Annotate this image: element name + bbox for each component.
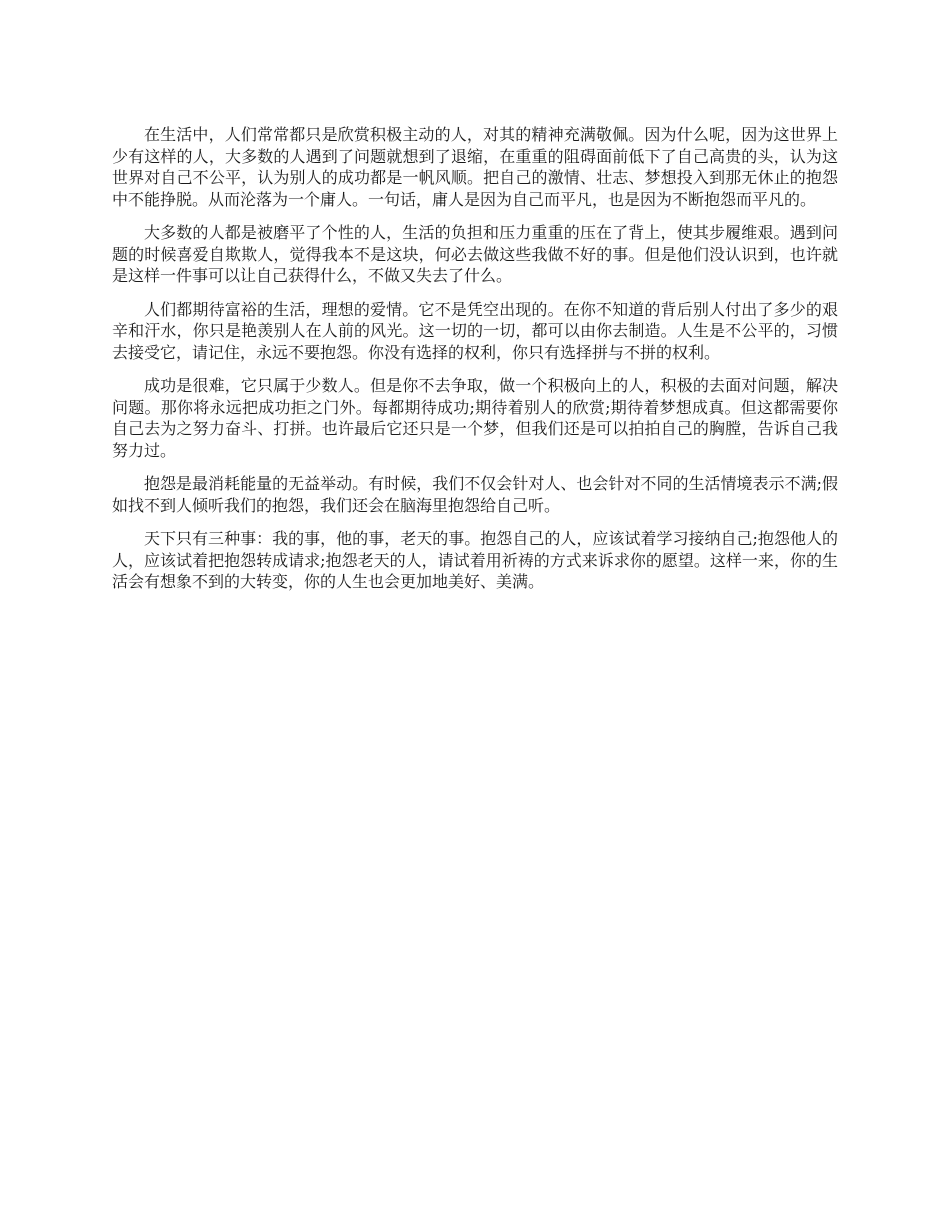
paragraph-5: 抱怨是最消耗能量的无益举动。有时候，我们不仅会针对人、也会针对不同的生活情境表示不满;假如找不到人倾听我们的抱怨，我们还会在脑海里抱怨给自己听。: [112, 474, 838, 515]
paragraph-2: 大多数的人都是被磨平了个性的人，生活的负担和压力重重的压在了背上，使其步履维艰。遇到问题的时候喜爱自欺欺人，觉得我本不是这块，何必去做这些我做不好的事。但是他们没认识到，也许就是这样一件事可以让自己获得什么，不做又失去了什么。: [112, 223, 838, 285]
paragraph-1: 在生活中，人们常常都只是欣赏积极主动的人，对其的精神充满敬佩。因为什么呢，因为这世界上少有这样的人，大多数的人遇到了问题就想到了退缩，在重重的阻碍面前低下了自己高贵的头，认为这世界对自己不公平，认为别人的成功都是一帆风顺。把自己的激情、壮志、梦想投入到那无休止的抱怨中不能挣脱。从而沦落为一个庸人。一句话，庸人是因为自己而平凡，也是因为不断抱怨而平凡的。: [112, 125, 838, 209]
paragraph-6: 天下只有三种事：我的事，他的事，老天的事。抱怨自己的人，应该试着学习接纳自己;抱怨他人的人，应该试着把抱怨转成请求;抱怨老天的人，请试着用祈祷的方式来诉求你的愿望。这样一来，你的生活会有想象不到的大转变，你的人生也会更加地美好、美满。: [112, 529, 838, 591]
paragraph-4: 成功是很难，它只属于少数人。但是你不去争取，做一个积极向上的人，积极的去面对问题，解决问题。那你将永远把成功拒之门外。每都期待成功;期待着别人的欣赏;期待着梦想成真。但这都需要你自己去为之努力奋斗、打拼。也许最后它还只是一个梦，但我们还是可以拍拍自己的胸膛，告诉自己我努力过。: [112, 376, 838, 460]
document-body: [112, 124, 838, 605]
paragraph-3: 人们都期待富裕的生活，理想的爱情。它不是凭空出现的。在你不知道的背后别人付出了多少的艰辛和汗水，你只是艳羡别人在人前的风光。这一切的一切，都可以由你去制造。人生是不公平的，习惯去接受它，请记住，永远不要抱怨。你没有选择的权利，你只有选择拼与不拼的权利。: [112, 299, 838, 362]
